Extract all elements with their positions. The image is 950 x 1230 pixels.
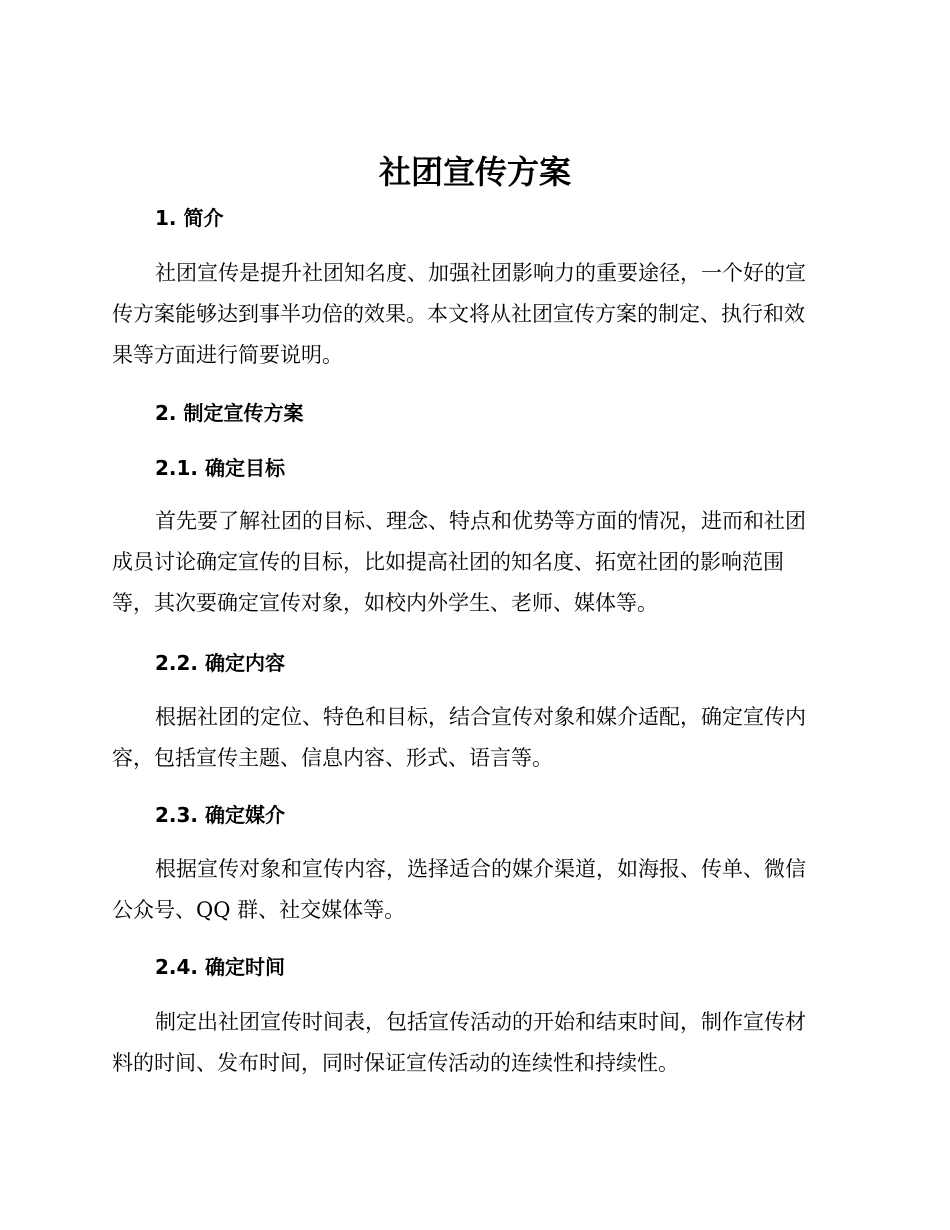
document-title: 社团宣传方案 xyxy=(378,153,571,191)
paragraph-line: 等，其次要确定宣传对象，如校内外学生、老师、媒体等。 xyxy=(112,591,658,615)
paragraph-media xyxy=(112,849,840,931)
paragraph-intro xyxy=(112,253,840,376)
paragraph-content xyxy=(112,697,840,779)
section-heading-goal: 2.1. 确定目标 xyxy=(155,456,285,480)
section-heading-time: 2.4. 确定时间 xyxy=(155,955,285,979)
paragraph-line: 成员讨论确定宣传的目标，比如提高社团的知名度、拓宽社团的影响范围 xyxy=(112,550,784,574)
paragraph-line: 传方案能够达到事半功倍的效果。本文将从社团宣传方案的制定、执行和效 xyxy=(112,302,805,326)
paragraph-line: 公众号、QQ 群、社交媒体等。 xyxy=(112,898,406,922)
paragraph-goal xyxy=(112,501,840,624)
paragraph-line: 料的时间、发布时间，同时保证宣传活动的连续性和持续性。 xyxy=(112,1051,679,1075)
section-heading-content: 2.2. 确定内容 xyxy=(155,651,285,675)
paragraph-line: 根据宣传对象和宣传内容，选择适合的媒介渠道，如海报、传单、微信 xyxy=(155,857,806,881)
paragraph-time xyxy=(112,1002,840,1084)
paragraph-line: 首先要了解社团的目标、理念、特点和优势等方面的情况，进而和社团 xyxy=(155,509,806,533)
section-heading-media: 2.3. 确定媒介 xyxy=(155,803,285,827)
section-heading-intro: 1. 简介 xyxy=(155,206,224,230)
paragraph-line: 容，包括宣传主题、信息内容、形式、语言等。 xyxy=(112,746,553,770)
paragraph-line: 根据社团的定位、特色和目标，结合宣传对象和媒介适配，确定宣传内 xyxy=(155,705,806,729)
paragraph-line: 社团宣传是提升社团知名度、加强社团影响力的重要途径，一个好的宣 xyxy=(155,261,806,285)
paragraph-line: 制定出社团宣传时间表，包括宣传活动的开始和结束时间，制作宣传材 xyxy=(155,1010,806,1034)
paragraph-line: 果等方面进行简要说明。 xyxy=(112,343,343,367)
section-heading-plan: 2. 制定宣传方案 xyxy=(155,401,304,425)
